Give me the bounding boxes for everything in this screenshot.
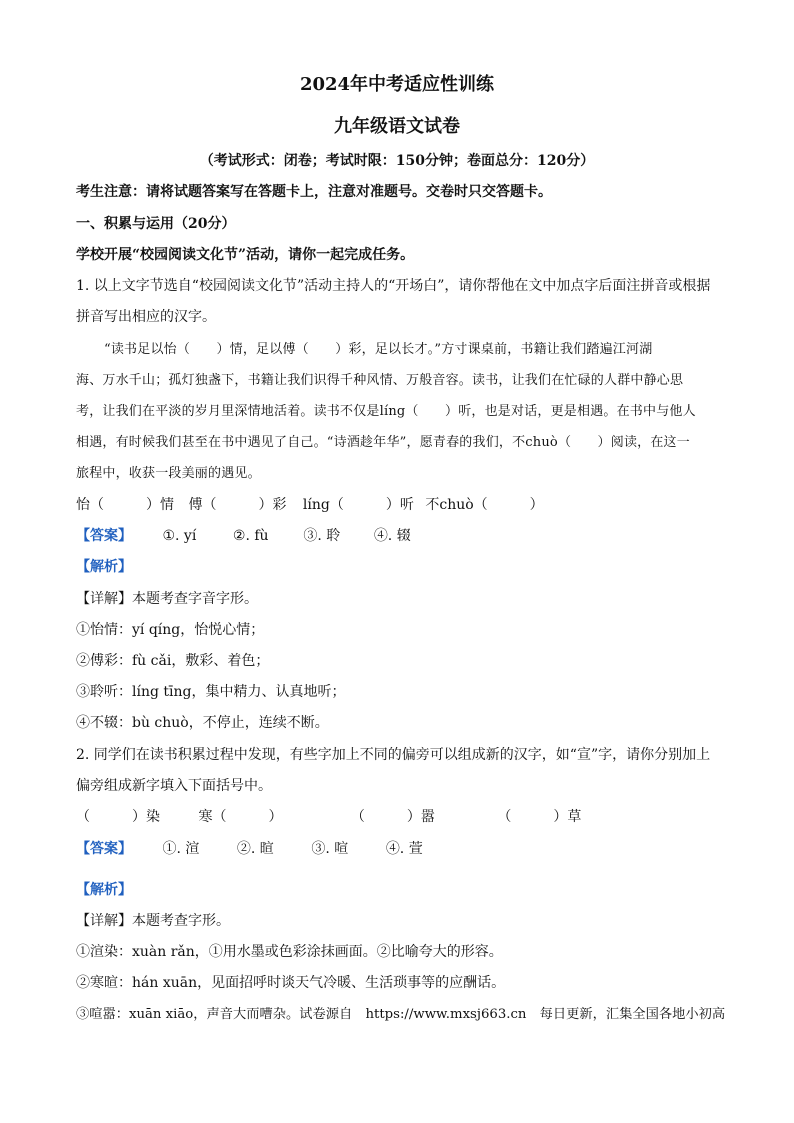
section-task: 学校开展“校园阅读文化节”活动，请你一起完成任务。 [76, 247, 415, 263]
q1-blanks [76, 494, 544, 514]
q2-stem: 2. 同学们在读书积累过程中发现，有些字加上不同的偏旁可以组成新的汉字，如“宣”字，请你分别加上 [76, 747, 711, 763]
detail-item: ①怡情：yí qíng，怡悦心情； [76, 622, 265, 638]
exam-info: （考试形式：闭卷；考试时限：150分钟；卷面总分：120分） [199, 153, 595, 169]
exam-title: 2024年中考适应性训练 [299, 74, 495, 95]
q2-blanks [76, 806, 581, 826]
analysis-label: 【解析】 [76, 559, 132, 575]
detail-item: ③喧嚣：xuān xiāo，声音大而嘈杂。试卷源自 https://www.mxsj663.cn 每日更新，汇集全国各地小初高 [76, 1007, 726, 1022]
blank-item: 怡（ ）情 [76, 497, 174, 513]
blank-item: （ ）嚣 [350, 809, 435, 825]
answer-item: ④. 辍 [373, 528, 411, 544]
detail-line [76, 910, 230, 930]
passage-line: 相遇，有时候我们甚至在书中遇见了自己。“诗酒趁年华”，愿青春的我们，不chuò（ ）阅读，在这一 [76, 435, 690, 450]
q1-answer [76, 525, 411, 545]
blank-item: líng（ ）听 [302, 497, 414, 513]
detail-item: ④不辍：bù chuò，不停止，连续不断。 [76, 715, 329, 731]
detail-intro: 本题考查字形。 [132, 913, 230, 929]
blank-item: 寒（ ） [198, 809, 283, 825]
answer-item: ①. yí [162, 528, 197, 544]
detail-line [76, 588, 258, 608]
detail-label: 【详解】 [76, 913, 132, 929]
answer-label: 【答案】 [76, 841, 132, 857]
detail-item: ③聆听：líng tīng，集中精力、认真地听； [76, 684, 346, 700]
q1-stem: 1. 以上文字节选自“校园阅读文化节”活动主持人的“开场白”，请你帮他在文中加点字后面注拼音或根据 [76, 278, 711, 294]
exam-notice: 考生注意：请将试题答案写在答题卡上，注意对准题号。交卷时只交答题卡。 [76, 184, 552, 200]
blank-item: （ ）染 [76, 809, 160, 825]
section-heading: 一、积累与运用（20分） [76, 216, 236, 232]
q2-answer [76, 838, 423, 858]
q1-stem-cont: 拼音写出相应的汉字。 [76, 309, 216, 325]
answer-item: ②. fù [232, 528, 269, 544]
analysis-label: 【解析】 [76, 882, 132, 898]
detail-item: ②寒暄：hán xuān，见面招呼时谈天气冷暖、生活琐事等的应酬话。 [76, 975, 506, 991]
answer-item: ④. 萱 [385, 841, 423, 857]
answer-label: 【答案】 [76, 528, 132, 544]
detail-intro: 本题考查字音字形。 [132, 591, 258, 607]
answer-item: ①. 渲 [162, 841, 200, 857]
passage-line: 考，让我们在平淡的岁月里深情地活着。读书不仅是líng（ ）听，也是对话，更是相遇。在书中与他人 [76, 404, 696, 419]
blank-item: （ ）草 [497, 809, 582, 825]
passage-line: “读书足以怡（ ）情，足以傅（ ）彩，足以长才。”方寸课桌前，书籍让我们踏遍江河湖 [104, 342, 653, 357]
exam-subtitle: 九年级语文试卷 [334, 116, 460, 137]
detail-item: ②傅彩：fù cǎi，敷彩、着色； [76, 653, 270, 669]
passage-line: 旅程中，收获一段美丽的遇见。 [76, 466, 261, 481]
detail-label: 【详解】 [76, 591, 132, 607]
detail-item: ①渲染：xuàn rǎn，①用水墨或色彩涂抹画面。②比喻夸大的形容。 [76, 944, 503, 960]
answer-item: ③. 聆 [303, 528, 341, 544]
blank-item: 傅（ ）彩 [188, 497, 287, 513]
q2-stem-cont: 偏旁组成新字填入下面括号中。 [76, 778, 272, 794]
answer-item: ②. 暄 [236, 841, 274, 857]
blank-item: 不chuò（ ） [425, 497, 544, 513]
passage-line: 海、万水千山；孤灯独盏下，书籍让我们识得千种风情、万般音容。读书，让我们在忙碌的人群中静心思 [76, 373, 684, 388]
answer-item: ③. 喧 [311, 841, 349, 857]
